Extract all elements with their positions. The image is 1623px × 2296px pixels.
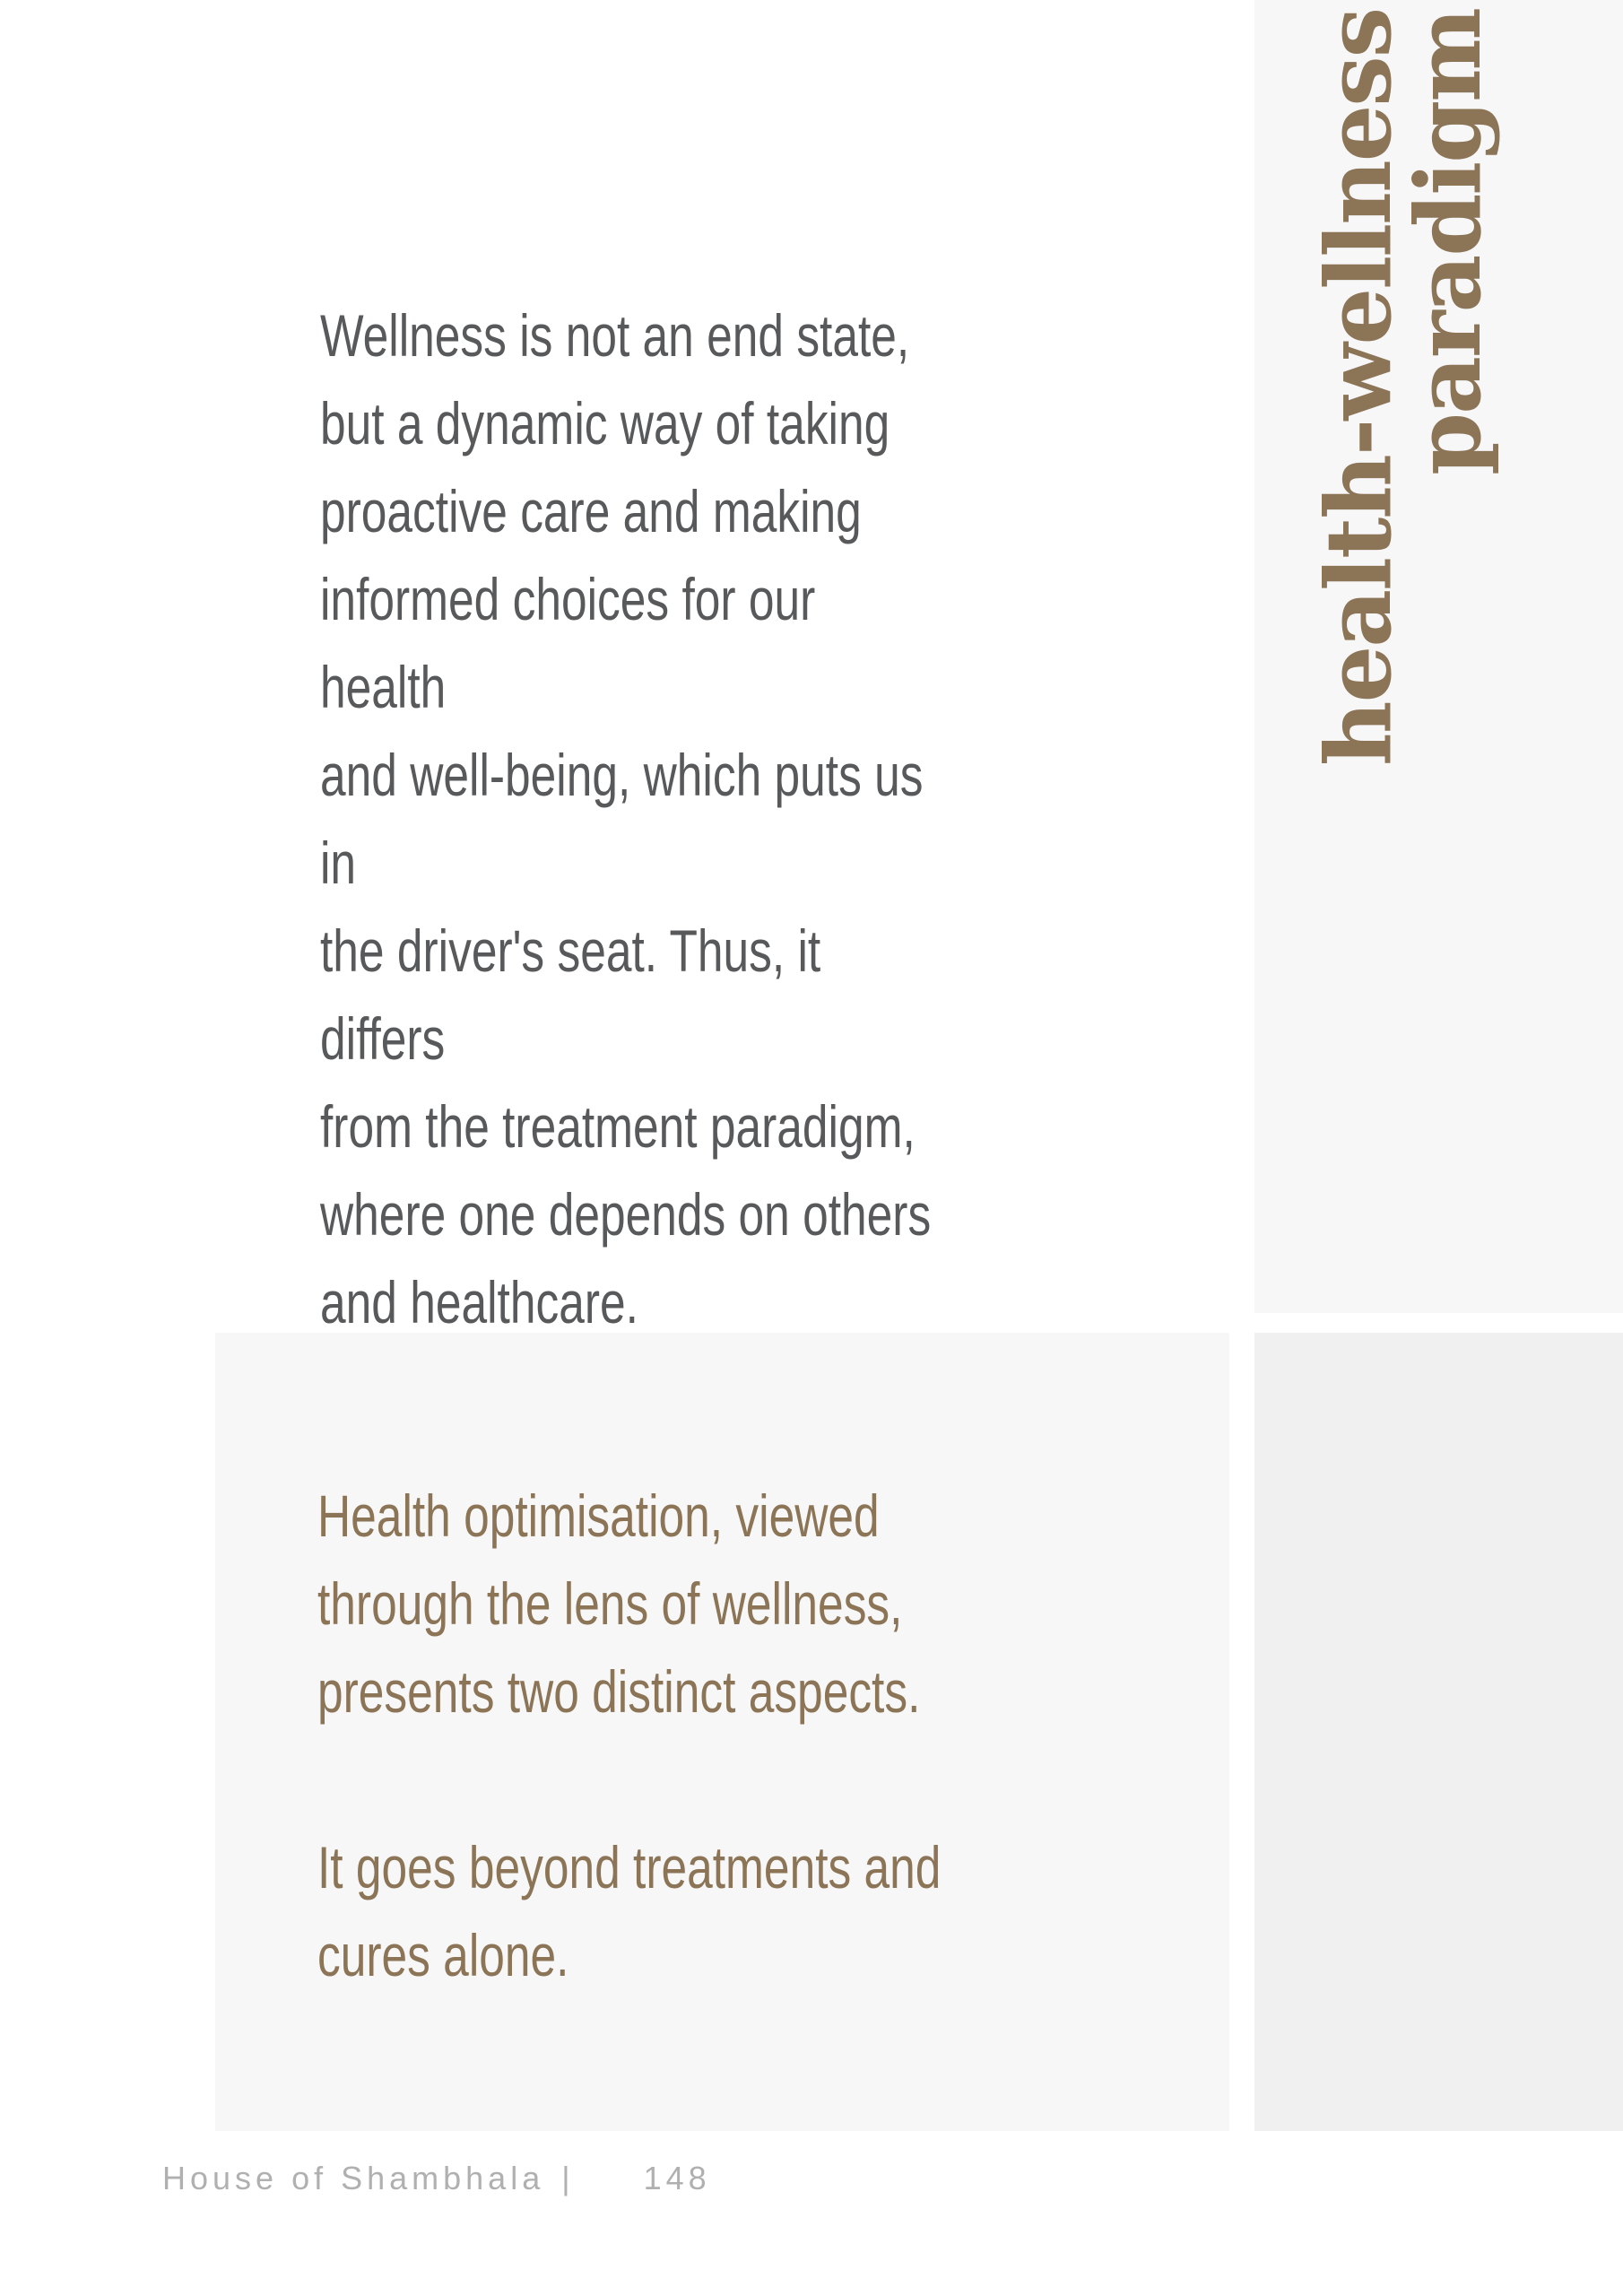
main-paragraph-line: from the treatment paradigm, — [320, 1093, 916, 1160]
main-paragraph-line: and healthcare. — [320, 1269, 638, 1335]
callout-line: It goes beyond treatments and — [317, 1834, 942, 1900]
main-paragraph-line: proactive care and making — [320, 478, 862, 544]
section-title-line-1: health-wellness — [1306, 9, 1411, 767]
main-paragraph-line: where one depends on others — [320, 1181, 932, 1248]
callout-paragraph-2 — [317, 1823, 1017, 1999]
footer-publication: House of Shambhala — [162, 2160, 545, 2196]
main-paragraph-line: but a dynamic way of taking — [320, 390, 890, 457]
page-number: 148 — [643, 2160, 711, 2196]
footer-separator: | — [561, 2160, 575, 2196]
main-paragraph-line: Wellness is not an end state, — [320, 302, 910, 369]
callout-paragraph-1 — [317, 1472, 1017, 1735]
callout-text — [317, 1472, 1017, 1999]
section-title — [1306, 9, 1501, 906]
main-paragraph-line: the driver's seat. Thus, it differs — [320, 918, 821, 1072]
section-title-line-2: paradigm — [1395, 9, 1501, 475]
page-footer — [162, 2160, 711, 2197]
callout-line: through the lens of wellness, — [317, 1570, 903, 1637]
callout-line: presents two distinct aspects. — [317, 1658, 921, 1725]
callout-line: cures alone. — [317, 1922, 569, 1988]
main-paragraph-line: and well-being, which puts us in — [320, 742, 924, 896]
sidebar-panel-bottom — [1254, 1333, 1623, 2131]
main-paragraph — [320, 291, 950, 1346]
main-paragraph-line: informed choices for our health — [320, 566, 816, 720]
callout-line: Health optimisation, viewed — [317, 1483, 880, 1549]
